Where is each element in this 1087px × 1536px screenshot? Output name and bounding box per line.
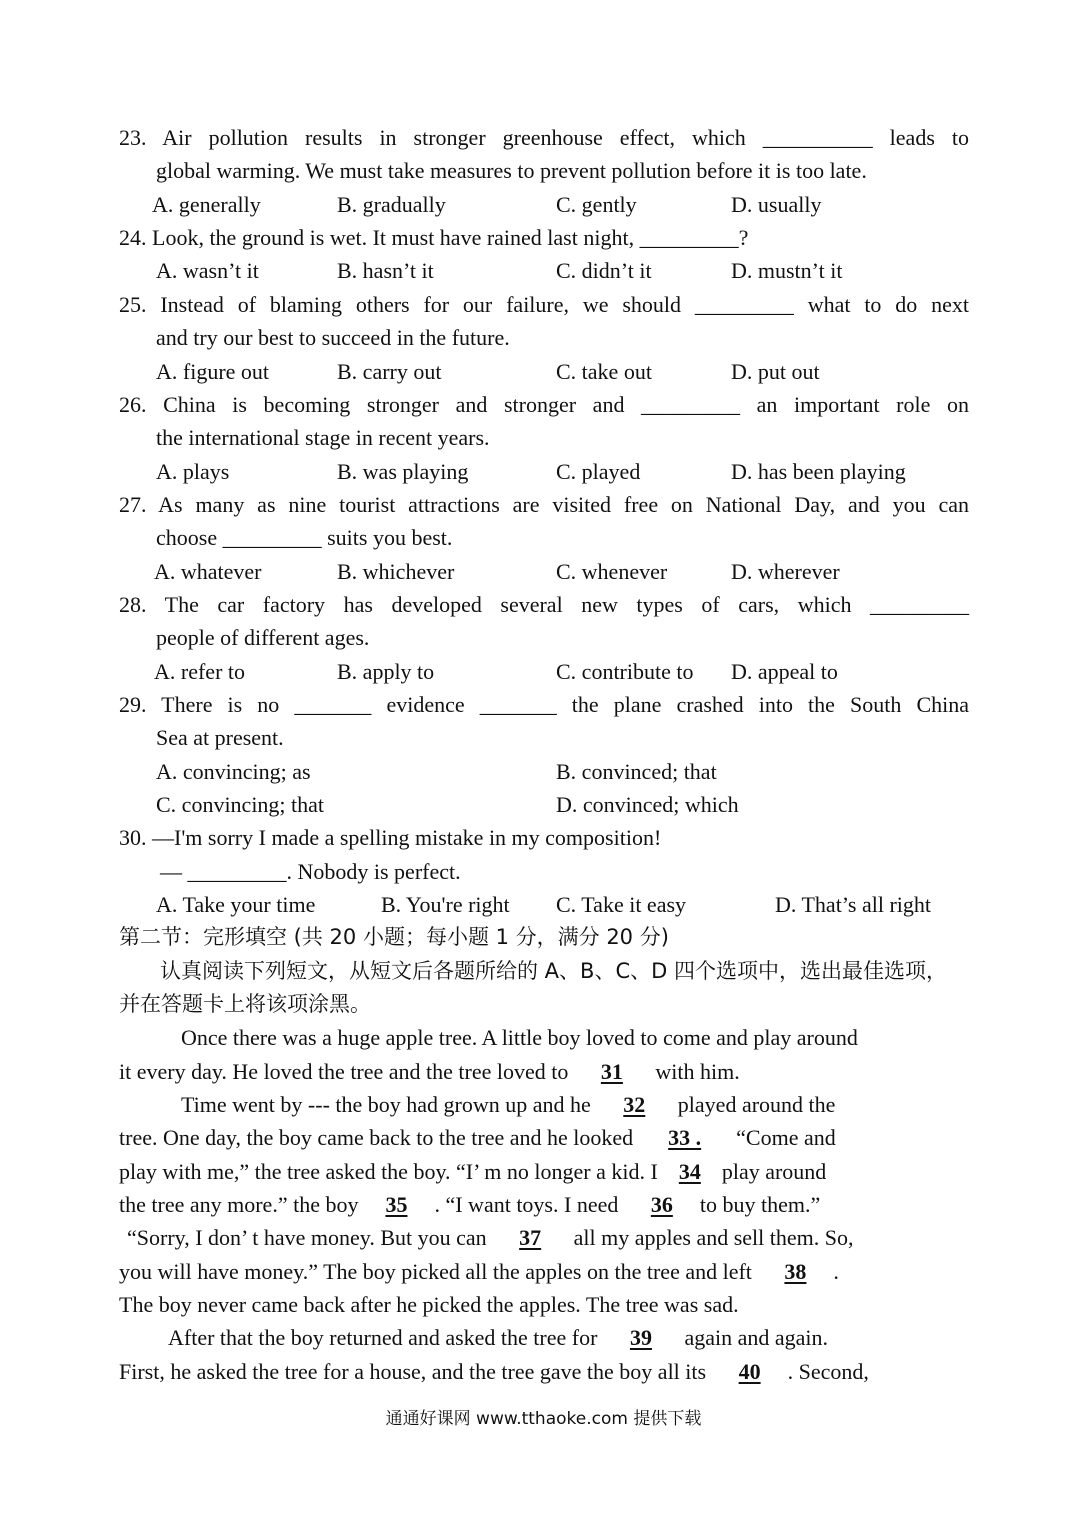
q29-stem-line2: Sea at present. (156, 725, 284, 750)
passage-line (119, 1255, 839, 1288)
passage-line: Once there was a huge apple tree. A little boy loved to come and play around (181, 1025, 858, 1050)
q23-option-c: C. gently (556, 192, 637, 217)
section2-instruction-line2: 并在答题卡上将该项涂黑。 (119, 992, 371, 1016)
q28-stem-line1: 28. The car factory has developed several new types of cars, which _________ (119, 592, 969, 617)
q23-stem-line1: 23. Air pollution results in stronger greenhouse effect, which __________ leads to (119, 125, 969, 150)
q27-stem-line1: 27. As many as nine tourist attractions are visited free on National Day, and you can (119, 492, 969, 517)
passage-text: “Come and (736, 1125, 836, 1150)
q25-option-d: D. put out (731, 359, 820, 384)
passage-text: with him. (655, 1059, 740, 1084)
passage-text: . (833, 1259, 839, 1284)
q26-option-d: D. has been playing (731, 459, 906, 484)
section2-heading: 第二节：完形填空 (共 20 小题；每小题 1 分，满分 20 分) (119, 925, 669, 949)
q29-option-d: D. convinced; which (556, 792, 739, 817)
passage-text: First, he asked the tree for a house, and the tree gave the boy all its (119, 1359, 707, 1384)
q26-option-c: C. played (556, 459, 641, 484)
q26-stem-line2: the international stage in recent years. (156, 425, 490, 450)
blank-37: 37 (519, 1225, 542, 1250)
passage-text: it every day. He loved the tree and the tree loved to (119, 1059, 569, 1084)
q25-option-a: A. figure out (156, 359, 270, 384)
q28-option-c: C. contribute to (556, 659, 694, 684)
q28-option-b: B. apply to (337, 659, 435, 684)
q23-option-d: D. usually (731, 192, 822, 217)
passage-text: played around the (677, 1092, 836, 1117)
blank-33: 33 . (668, 1125, 702, 1150)
q24-stem-line1: 24. Look, the ground is wet. It must have rained last night, _________? (119, 225, 749, 250)
q29-option-c: C. convincing; that (156, 792, 325, 817)
passage-line (168, 1321, 828, 1354)
passage-text: play around (721, 1159, 827, 1184)
q27-option-b: B. whichever (337, 559, 455, 584)
passage-text: . Second, (787, 1359, 869, 1384)
passage-text: tree. One day, the boy came back to the tree and he looked (119, 1125, 634, 1150)
blank-35: 35 (385, 1192, 408, 1217)
passage-text: again and again. (684, 1325, 828, 1350)
q30-option-d: D. That’s all right (775, 892, 932, 917)
q24-option-a: A. wasn’t it (156, 258, 259, 283)
passage-line (119, 1155, 826, 1188)
blank-40: 40 (738, 1359, 761, 1384)
passage-text: to buy them.” (699, 1192, 821, 1217)
page-footer: 通通好课网 www.tthaoke.com 提供下载 (385, 1409, 702, 1429)
blank-34: 34 (678, 1159, 701, 1184)
q24-option-b: B. hasn’t it (337, 258, 434, 283)
q25-option-b: B. carry out (337, 359, 442, 384)
section2-instruction-line1: 认真阅读下列短文，从短文后各题所给的 A、B、C、D 四个选项中，选出最佳选项， (160, 959, 947, 983)
q30-option-a: A. Take your time (156, 892, 316, 917)
q24-option-d: D. mustn’t it (731, 258, 843, 283)
blank-36: 36 (650, 1192, 673, 1217)
q27-option-c: C. whenever (556, 559, 668, 584)
passage-line (119, 1121, 836, 1154)
passage-text: you will have money.” The boy picked all the apples on the tree and left (119, 1259, 752, 1284)
passage-line (119, 1188, 820, 1221)
q25-stem-line1: 25. Instead of blaming others for our failure, we should _________ what to do next (119, 292, 969, 317)
q29-stem-line1: 29. There is no _______ evidence _______ the plane crashed into the South China (119, 692, 969, 717)
q29-option-b: B. convinced; that (556, 759, 717, 784)
passage-text: . “I want toys. I need (434, 1192, 619, 1217)
q27-option-d: D. wherever (731, 559, 840, 584)
passage-line (181, 1088, 835, 1121)
q27-option-a: A. whatever (154, 559, 262, 584)
blank-39: 39 (629, 1325, 652, 1350)
q23-option-b: B. gradually (337, 192, 446, 217)
q26-option-b: B. was playing (337, 459, 469, 484)
passage-line (119, 1055, 740, 1088)
q25-stem-line2: and try our best to succeed in the future. (156, 325, 510, 350)
passage-text: play with me,” the tree asked the boy. “I’ m no longer a kid. I (119, 1159, 658, 1184)
blank-38: 38 (784, 1259, 807, 1284)
passage-line (127, 1221, 854, 1254)
passage-text: “Sorry, I don’ t have money. But you can (127, 1225, 487, 1250)
q24-option-c: C. didn’t it (556, 258, 652, 283)
q28-option-a: A. refer to (154, 659, 246, 684)
passage-text: After that the boy returned and asked the tree for (168, 1325, 598, 1350)
q27-stem-line2: choose _________ suits you best. (156, 525, 453, 550)
q23-stem-line2: global warming. We must take measures to prevent pollution before it is too late. (156, 158, 867, 183)
q30-stem-line2: — _________. Nobody is perfect. (160, 859, 461, 884)
q25-option-c: C. take out (556, 359, 652, 384)
q30-stem-line1: 30. —I'm sorry I made a spelling mistake in my composition! (119, 825, 662, 850)
passage-line (119, 1355, 869, 1388)
passage-text: the tree any more.” the boy (119, 1192, 359, 1217)
q30-option-c: C. Take it easy (556, 892, 687, 917)
q26-stem-line1: 26. China is becoming stronger and stronger and _________ an important role on (119, 392, 969, 417)
blank-31: 31 (600, 1059, 623, 1084)
q28-stem-line2: people of different ages. (156, 625, 370, 650)
blank-32: 32 (623, 1092, 646, 1117)
q23-option-a: A. generally (152, 192, 261, 217)
passage-text: Time went by --- the boy had grown up and he (181, 1092, 591, 1117)
q30-option-b: B. You're right (381, 892, 510, 917)
q28-option-d: D. appeal to (731, 659, 838, 684)
q26-option-a: A. plays (156, 459, 230, 484)
passage-text: all my apples and sell them. So, (573, 1225, 854, 1250)
q29-option-a: A. convincing; as (156, 759, 311, 784)
passage-line: The boy never came back after he picked the apples. The tree was sad. (119, 1292, 739, 1317)
